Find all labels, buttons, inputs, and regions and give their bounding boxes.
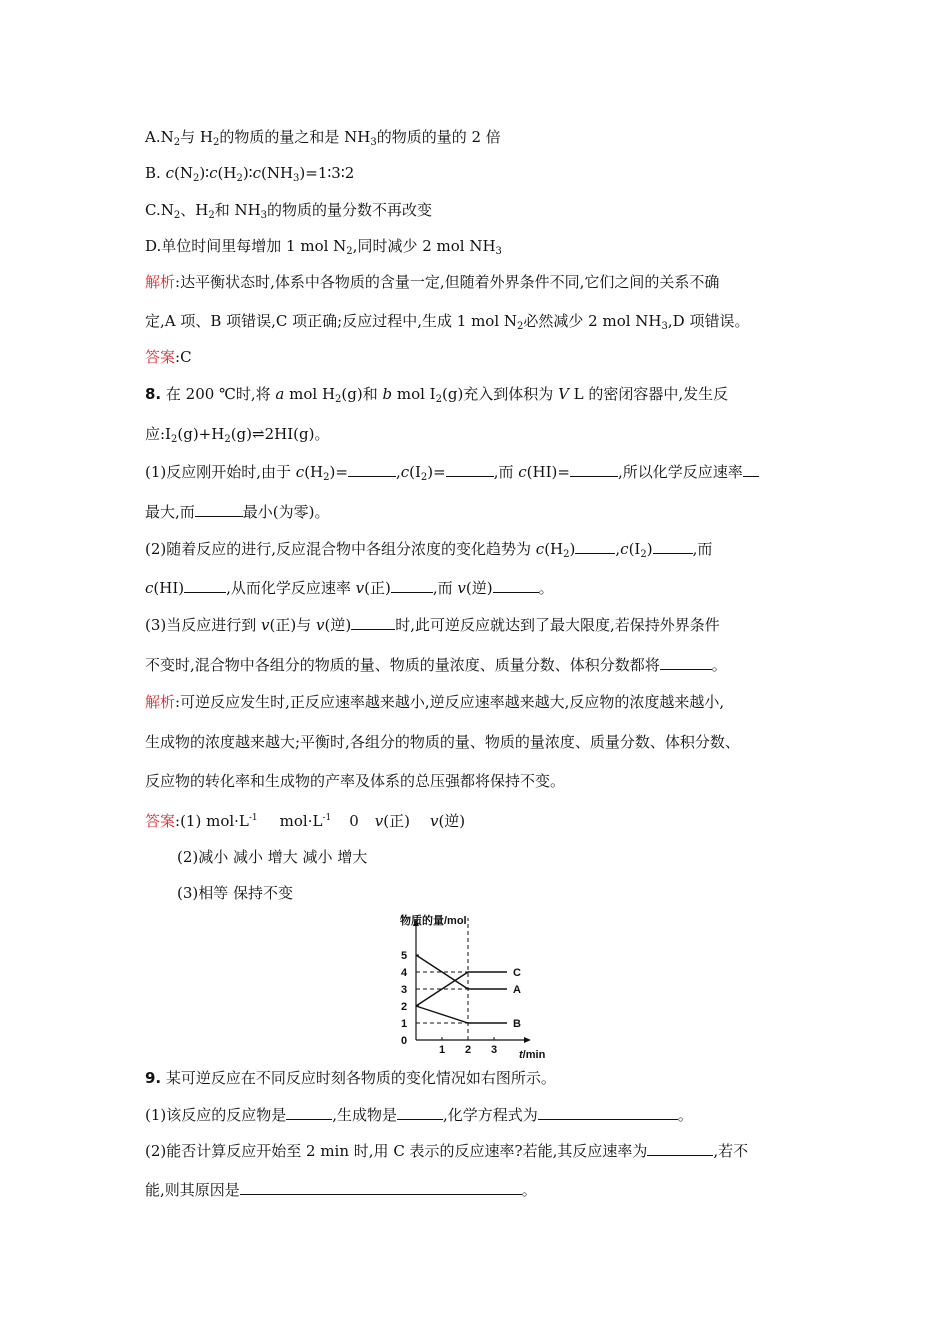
- y-tick-label: 3: [400, 984, 408, 996]
- amount-vs-time-chart: [378, 912, 558, 1062]
- x-axis-arrow: [524, 1037, 531, 1043]
- q8-analysis-line3: 反应物的转化率和生成物的产率及体系的总压强都将保持不变。: [145, 772, 566, 790]
- q7-option-a: $A.N_2$与 $H_2$的物质的量之和是 $NH_3$的物质的量的 2 倍: [145, 128, 501, 148]
- series-C-label: C: [513, 967, 521, 979]
- answer-blank[interactable]: [653, 539, 693, 554]
- answer-blank[interactable]: [538, 1105, 678, 1120]
- q9-part2-line2: 能,则其原因是 。: [145, 1181, 537, 1199]
- series-A-label: A: [513, 984, 521, 996]
- answer-blank[interactable]: [351, 615, 395, 630]
- answer-blank[interactable]: [743, 462, 759, 477]
- answer-blank[interactable]: [570, 462, 618, 477]
- q8-analysis-line2: 生成物的浓度越来越大;平衡时,各组分的物质的量、物质的量浓度、质量分数、体积分数、: [145, 733, 740, 751]
- answer-blank[interactable]: [660, 655, 712, 670]
- q8-part2-line2: c(HI) ,从而化学反应速率 v(正) ,而 v(逆) 。: [145, 579, 554, 597]
- x-tick-label: 2: [464, 1044, 472, 1056]
- x-tick-label: 1: [438, 1044, 446, 1056]
- answer-blank[interactable]: [286, 1105, 332, 1120]
- answer-blank[interactable]: [446, 462, 494, 477]
- answer-blank[interactable]: [348, 462, 396, 477]
- equilibrium-arrow: ⇌: [252, 425, 265, 443]
- q8-part3-line2: 不变时,混合物中各组分的物质的量、物质的量浓度、质量分数、体积分数都将 。: [145, 656, 727, 674]
- answer-blank[interactable]: [575, 539, 615, 554]
- q9-stem: 9. 某可逆反应在不同反应时刻各物质的变化情况如右图所示。: [145, 1069, 556, 1087]
- q7-analysis-line1: 解析:达平衡状态时,体系中各物质的含量一定,但随着外界条件不同,它们之间的关系不确: [145, 273, 720, 291]
- q7-answer: 答案:C: [145, 348, 192, 366]
- q7-option-d: D.单位时间里每增加 1 mol $N_2$,同时减少 2 mol $NH_3$: [145, 237, 502, 257]
- y-axis-label: 物质的量/mol: [400, 915, 467, 927]
- q8-answer-line1: 答案:(1) $mol\cdot L^{-1}$ $mol\cdot L^{-1}$ 0 v(正) v(逆): [145, 812, 466, 830]
- answer-blank[interactable]: [647, 1141, 713, 1156]
- x-axis-label: t/min: [519, 1049, 546, 1061]
- answer-blank[interactable]: [493, 578, 539, 593]
- q9-part2-line1: (2)能否计算反应开始至 2 min 时,用 C 表示的反应速率?若能,其反应速率为 ,若不: [145, 1142, 749, 1160]
- q7-analysis-line2: 定,A 项、B 项错误,C 项正确;反应过程中,生成 1 mol $N_2$必然减少 2 mol $NH_3,D$ 项错误。: [145, 312, 750, 332]
- q8-part1-line2: 最大,而 最小(为零)。: [145, 503, 330, 521]
- y-tick-label: 1: [400, 1018, 408, 1030]
- series-B-label: B: [513, 1018, 521, 1030]
- y-tick-label: 4: [400, 967, 408, 979]
- x-tick-label: 3: [490, 1044, 498, 1056]
- answer-blank[interactable]: [391, 578, 433, 593]
- answer-blank[interactable]: [240, 1180, 522, 1195]
- y-tick-label: 2: [400, 1001, 408, 1013]
- q8-part3-line1: (3)当反应进行到 v(正)与 v(逆) 时,此可逆反应就达到了最大限度,若保持外界条件: [145, 616, 720, 634]
- answer-blank[interactable]: [184, 578, 226, 593]
- y-tick-label: 5: [400, 950, 408, 962]
- q8-stem-line1: 8. 在 200 ℃时,将 a mol $H_2(g)$和 b mol $I_2(g)$充入到体积为 V L 的密闭容器中,发生反: [145, 385, 729, 405]
- series-B-line: [416, 1006, 507, 1023]
- y-tick-label: 0: [400, 1035, 408, 1047]
- q8-part1-line1: (1)反应刚开始时,由于 $c(H_2)= ,c(I_2)=$ ,而 c(HI)= ,所以化学反应速率: [145, 462, 759, 482]
- q8-answer-line3: (3)相等 保持不变: [177, 884, 294, 902]
- answer-blank[interactable]: [195, 502, 243, 517]
- q8-stem-line2: 应$:I_2(g)+H_2(g)\rightleftharpoons 2HI(g)$。: [145, 425, 330, 445]
- answer-blank[interactable]: [397, 1105, 443, 1120]
- q8-part2-line1: (2)随着反应的进行,反应混合物中各组分浓度的变化趋势为 $c(H_2)$ $,c(I_2)$ ,而: [145, 540, 713, 560]
- q7-option-b: B. $c(N_2)∶c(H_2)∶c(NH_3)=1∶3∶2$: [145, 164, 355, 184]
- q8-answer-line2: (2)减小 减小 增大 减小 增大: [177, 848, 368, 866]
- q8-analysis-line1: 解析:可逆反应发生时,正反应速率越来越小,逆反应速率越来越大,反应物的浓度越来越小,: [145, 693, 725, 711]
- q7-option-c: $C.N_2$、$H_2$和 $NH_3$的物质的量分数不再改变: [145, 201, 433, 221]
- q9-part1: (1)该反应的反应物是 ,生成物是 ,化学方程式为 。: [145, 1106, 693, 1124]
